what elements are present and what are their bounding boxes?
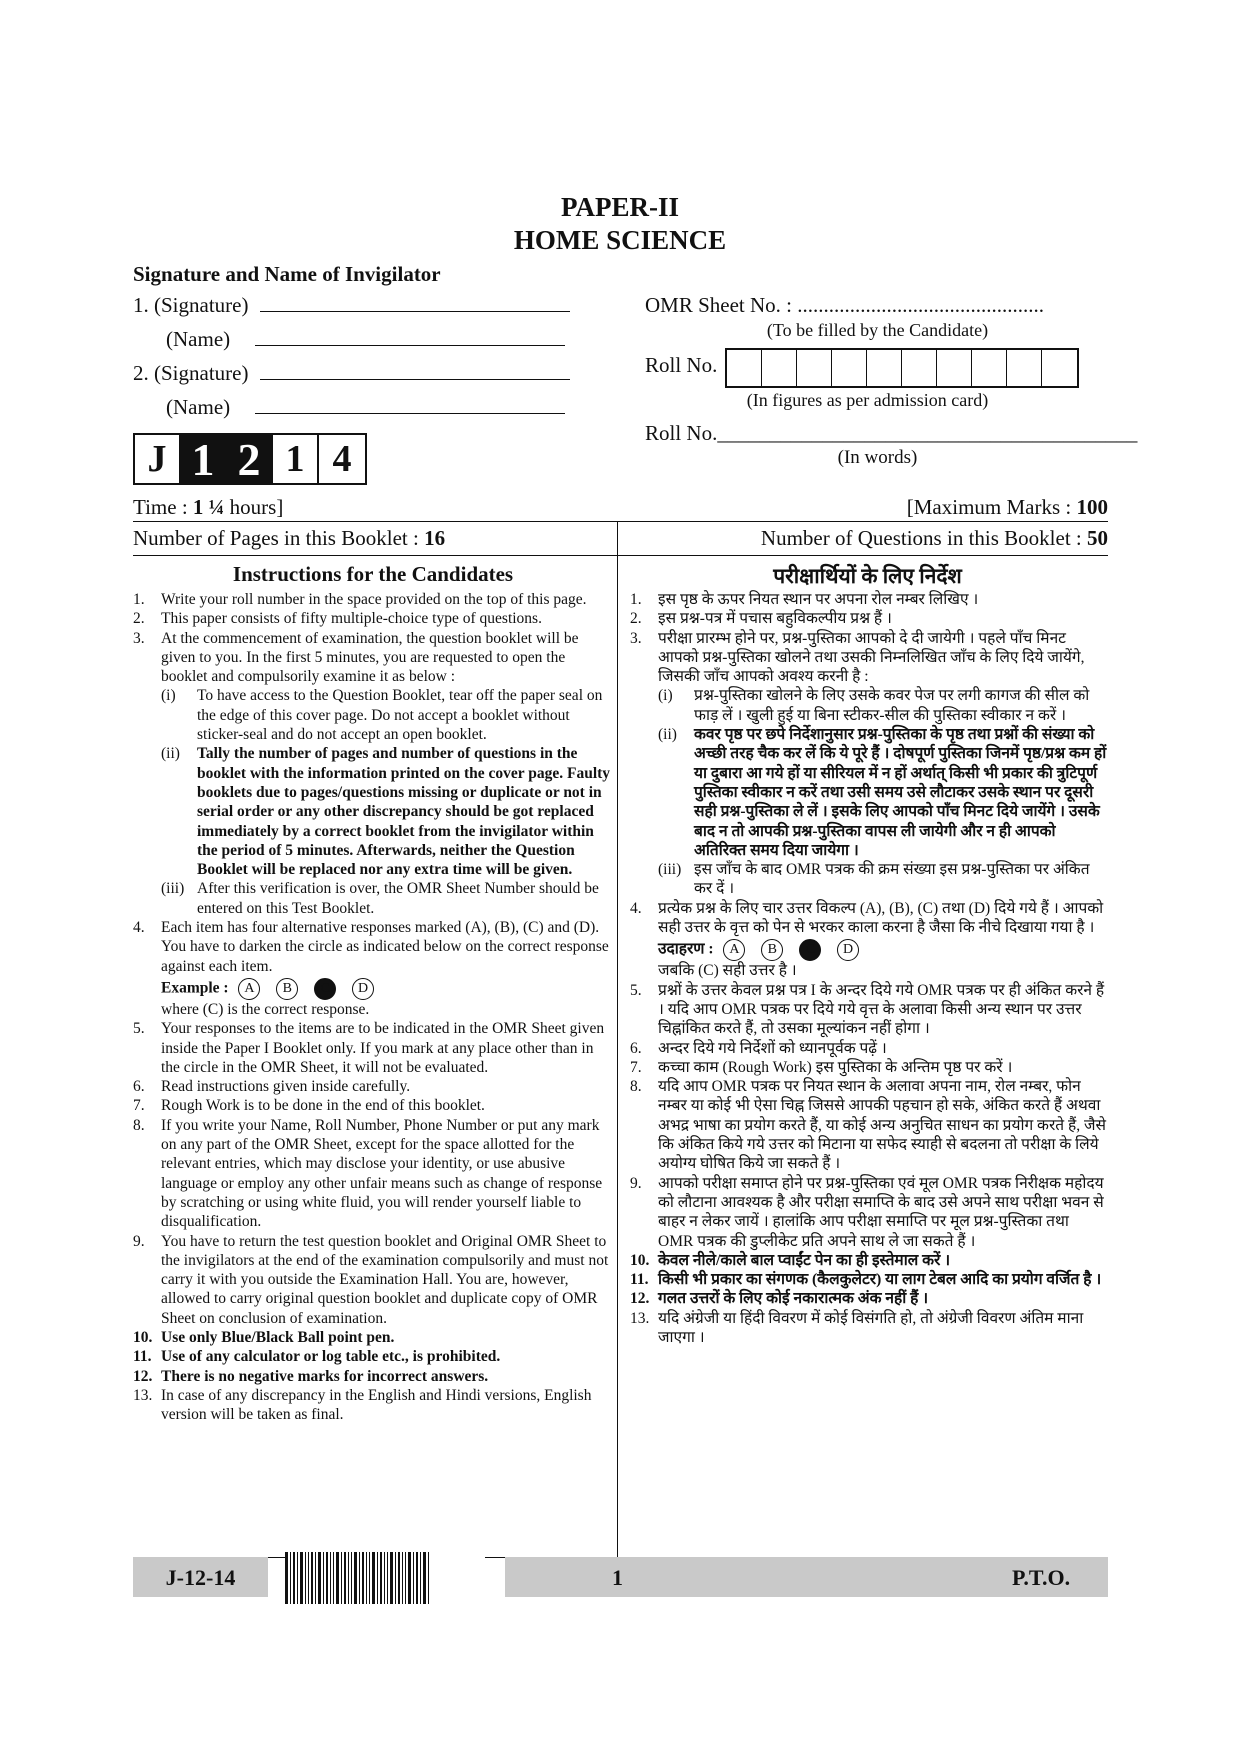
column-divider: [617, 522, 618, 1562]
example-note: जबकि (C) सही उत्तर है ।: [658, 962, 797, 980]
subject-title: HOME SCIENCE: [513, 225, 727, 255]
list-item: 12. There is no negative marks for incorrect answers.: [133, 1367, 489, 1385]
list-item: 9. आपको परीक्षा समाप्त होने पर प्रश्न-पुस्तिका एवं मूल OMR पत्रक निरीक्षक महोदय को लौटाना आवश्यक है और परीक्षा समाप्ति के बाद उसे अपने साथ परीक्षा भवन से बाहर न लेकर जायें । हालांकि आप परीक्षा समाप्ति पर मूल प्रश्न-पुस्तिका तथा OMR पत्रक की डुप्लीकेट प्रति अपने साथ ले जा सकते हैं ।: [630, 1174, 1104, 1250]
roll-digit-box[interactable]: [727, 350, 762, 386]
code-cell: 1: [181, 435, 227, 483]
option-circle: D: [352, 978, 374, 1000]
list-item: 13. यदि अंग्रेजी या हिंदी विवरण में कोई विसंगति हो, तो अंग्रेजी विवरण अंतिम माना जाएगा ।: [630, 1309, 1084, 1346]
list-item: 4. Each item has four alternative responses marked (A), (B), (C) and (D). You have to darken the circle as indicated below on the correct response against each item. Example : A B C D where (C) is the correct response.: [133, 918, 611, 1019]
roll-digit-box[interactable]: [1042, 350, 1077, 386]
paper-number: PAPER-II: [561, 192, 679, 222]
list-item: 7. कच्चा काम (Rough Work) इस पुस्तिका के अन्तिम पृष्ठ पर करें ।: [630, 1058, 1013, 1076]
option-circle-filled: C: [314, 978, 336, 1000]
page-count: Number of Pages in this Booklet : 16: [133, 526, 446, 550]
example-row: उदाहरण : A B C D: [658, 939, 1108, 961]
english-heading: Instructions for the Candidates: [232, 562, 514, 586]
list-item: 8. If you write your Name, Roll Number, Phone Number or put any mark on any part of the OMR Sheet, except for the space allotted for the relevant entries, which may disclose your identity, or use abusive language or employ any other unfair means such as change of response by scratching or using white fluid, you will render yourself liable to disqualification.: [133, 1116, 603, 1231]
sub-item: (iii) After this verification is over, the OMR Sheet Number should be entered on this Test Booklet.: [161, 880, 599, 917]
list-item: 10. Use only Blue/Black Ball point pen.: [133, 1328, 395, 1346]
page-number: 1: [612, 1565, 623, 1590]
option-circle: B: [276, 978, 298, 1000]
footer-code: J-12-14: [165, 1565, 236, 1590]
list-item: 2. इस प्रश्न-पत्र में पचास बहुविकल्पीय प्रश्न हैं ।: [630, 610, 892, 628]
invigilator-1-name: [166, 327, 565, 352]
roll-digit-box[interactable]: [762, 350, 797, 386]
pto-label: P.T.O.: [1012, 1565, 1071, 1590]
invigilator-2-signature: [133, 361, 570, 386]
list-item: 11. Use of any calculator or log table etc., is prohibited.: [133, 1348, 501, 1366]
list-item: 5. Your responses to the items are to be indicated in the OMR Sheet given inside the Paper I Booklet only. If you mark at any place other than in the circle in the OMR Sheet, it will not be evaluated.: [133, 1020, 605, 1076]
code-cell: 4: [332, 438, 352, 480]
time-info: Time : 1 ¼ hours]: [133, 495, 284, 519]
name-blank: [255, 395, 565, 414]
code-cell: 2: [227, 435, 273, 483]
roll-digit-box[interactable]: [1007, 350, 1042, 386]
roll-label: Roll No.: [645, 353, 718, 377]
list-item: 4. प्रत्येक प्रश्न के लिए चार उत्तर विकल्प (A), (B), (C) तथा (D) दिये गये हैं । आपको सही उत्तर के वृत्त को पेन से भरकर काला करना है जैसा कि नीचे दिखाया गया है । उदाहरण : A B C D जबकि (C) सही उत्तर है ।: [630, 899, 1108, 981]
list-item: 7. Rough Work is to be done in the end of this booklet.: [133, 1097, 485, 1115]
paper-code-box: [133, 433, 367, 485]
example-row: Example : A B C D: [161, 978, 611, 1000]
roll-digit-box[interactable]: [867, 350, 902, 386]
list-item: 6. अन्दर दिये गये निर्देशों को ध्यानपूर्वक पढ़ें ।: [630, 1039, 887, 1057]
question-count: Number of Questions in this Booklet : 50: [760, 526, 1108, 550]
invigilator-2-name: [166, 395, 565, 420]
name-blank: [255, 327, 565, 346]
list-item: 6. Read instructions given inside carefully.: [133, 1078, 411, 1096]
option-circle: D: [837, 939, 859, 961]
roll-figures-note: (In figures as per admission card): [746, 390, 989, 410]
code-cell: 1: [273, 435, 319, 483]
signature-blank: [260, 361, 570, 380]
example-note: where (C) is the correct response.: [161, 1000, 370, 1018]
roll-digit-box[interactable]: [832, 350, 867, 386]
list-item: 12. गलत उत्तरों के लिए कोई नकारात्मक अंक नहीं हैं ।: [630, 1290, 929, 1308]
sub-item: (ii) कवर पृष्ठ पर छपे निर्देशानुसार प्रश्न-पुस्तिका के पृष्ठ तथा प्रश्नों की संख्या को अच्छी तरह चैक कर लें कि ये पूरे हैं । दोषपूर्ण पुस्तिका जिनमें पृष्ठ/प्रश्न कम हों या दुबारा आ गये हों या सीरियल में न हों अर्थात् किसी भी प्रकार की त्रुटिपूर्ण पुस्तिका स्वीकार न करें तथा उसी समय उसे लौटाकर उसके स्थान पर दूसरी सही प्रश्न-पुस्तिका ले लें । इसके लिए आपको पाँच मिनट दिये जायेंगे । उसके बाद न तो आपकी प्रश्न-पुस्तिका वापस ली जायेगी और न ही आपको अतिरिक्त समय दिया जायेगा ।: [658, 726, 1107, 859]
hindi-heading: परीक्षार्थियों के लिए निर्देश: [773, 564, 962, 588]
list-item: 10. केवल नीले/काले बाल प्वाईंट पेन का ही इस्तेमाल करें ।: [630, 1251, 951, 1269]
english-instructions: [133, 590, 611, 1424]
list-item: 1. इस पृष्ठ के ऊपर नियत स्थान पर अपना रोल नम्बर लिखिए ।: [630, 591, 979, 608]
roll-digit-box[interactable]: [902, 350, 937, 386]
invigilator-heading: Signature and Name of Invigilator: [133, 262, 441, 286]
list-item: 1. Write your roll number in the space provided on the top of this page.: [133, 591, 587, 608]
roll-words-note: (In words): [837, 447, 918, 468]
sub-item: (iii) इस जाँच के बाद OMR पत्रक की क्रम संख्या इस प्रश्न-पुस्तिका पर अंकित कर दें ।: [658, 861, 1090, 898]
list-item: 2. This paper consists of fifty multiple-choice type of questions.: [133, 610, 542, 628]
list-item: 8. यदि आप OMR पत्रक पर नियत स्थान के अलावा अपना नाम, रोल नम्बर, फोन नम्बर या कोई भी ऐसा चिह्न जिससे आपकी पहचान हो सके, अंकित करते हैं अथवा अभद्र भाषा का प्रयोग करते हैं, या कोई अन्य अनुचित साधन का प्रयोग करते हैं, जैसे कि अंकित किये गये उत्तर को मिटाना या सफेद स्याही से बदलना तो परीक्षा के लिये अयोग्य घोषित किये जा सकते हैं ।: [630, 1078, 1106, 1173]
list-item: 13. In case of any discrepancy in the English and Hindi versions, English version will be taken as final.: [133, 1386, 592, 1424]
list-item: 11. किसी भी प्रकार का संगणक (कैलकुलेटर) या लाग टेबल आदि का प्रयोग वर्जित है ।: [630, 1271, 1102, 1289]
option-circle: A: [723, 939, 745, 961]
sub-item: (i) To have access to the Question Booklet, tear off the paper seal on the edge of this cover page. Do not accept a booklet without sticker-seal and do not accept an open booklet.: [161, 687, 603, 744]
signature-label: 1. (Signature): [133, 293, 249, 317]
list-item: 3. At the commencement of examination, the question booklet will be given to you. In the first 5 minutes, you are requested to open the booklet and compulsorily examine it as below : (i) To have access to the Question Booklet, tear off the paper seal on the edge of this cover page. Do not accept a booklet without sticker-seal and do not accept an open booklet. (ii) Tally the number of pages and number of questions in the booklet with the information printed on the cover page. Faulty booklets due to pages/questions missing or duplicate or not in serial order or any other discrepancy should be got replaced immediately by a correct booklet from the invigilator within the period of 5 minutes. Afterwards, neither the Question Booklet will be replaced nor any extra time will be given. (iii) After this verification is over, the OMR Sheet Number should be entered on this Test Booklet.: [133, 629, 611, 917]
hindi-instructions: [630, 590, 1108, 1347]
roll-digit-box[interactable]: [797, 350, 832, 386]
roll-digit-box[interactable]: [972, 350, 1007, 386]
sub-item: (ii) Tally the number of pages and number of questions in the booklet with the information printed on the cover page. Faulty booklets due to pages/questions missing or duplicate or not in serial order or any other discrepancy should be got replaced immediately by a correct booklet from the invigilator within the period of 5 minutes. Afterwards, neither the Question Booklet will be replaced nor any extra time will be given.: [161, 745, 611, 879]
divider: [133, 555, 1108, 556]
omr-sheet-field[interactable]: OMR Sheet No. : ...............................................: [645, 293, 1044, 317]
list-item: 9. You have to return the test question booklet and Original OMR Sheet to the invigilators at the end of the examination compulsorily and must not carry it with you outside the Examination Hall. You are, however, allowed to carry original question booklet and duplicate copy of OMR Sheet on conclusion of examination.: [133, 1232, 609, 1327]
name-label: (Name): [166, 395, 231, 419]
name-label: (Name): [166, 327, 231, 351]
divider: [133, 521, 1108, 522]
signature-label: 2. (Signature): [133, 361, 249, 385]
roll-digit-box[interactable]: [937, 350, 972, 386]
list-item: 3. परीक्षा प्रारम्भ होने पर, प्रश्न-पुस्तिका आपको दे दी जायेगी । पहले पाँच मिनट आपको प्रश्न-पुस्तिका खोलने तथा उसकी निम्नलिखित जाँच के लिए दिये जायेंगे, जिसकी जाँच आपको अवश्य करनी है : (i) प्रश्न-पुस्तिका खोलने के लिए उसके कवर पेज पर लगी कागज की सील को फाड़ लें । खुली हुई या बिना स्टीकर-सील की पुस्तिका स्वीकार न करें । (ii) कवर पृष्ठ पर छपे निर्देशानुसार प्रश्न-पुस्तिका के पृष्ठ तथा प्रश्नों की संख्या को अच्छी तरह चैक कर लें कि ये पूरे हैं । दोषपूर्ण पुस्तिका जिनमें पृष्ठ/प्रश्न कम हों या दुबारा आ गये हों या सीरियल में न हों अर्थात् किसी भी प्रकार की त्रुटिपूर्ण पुस्तिका स्वीकार न करें तथा उसी समय उसे लौटाकर उसके स्थान पर दूसरी सही प्रश्न-पुस्तिका ले लें । इसके लिए आपको पाँच मिनट दिये जायेंगे । उसके बाद न तो आपकी प्रश्न-पुस्तिका वापस ली जायेगी और न ही आपको अतिरिक्त समय दिया जायेगा । (iii) इस जाँच के बाद OMR पत्रक की क्रम संख्या इस प्रश्न-पुस्तिका पर अंकित कर दें ।: [630, 629, 1107, 898]
list-item: 5. प्रश्नों के उत्तर केवल प्रश्न पत्र I के अन्दर दिये गये OMR पत्रक पर ही अंकित करने हैं । यदि आप OMR पत्रक पर दिये गये वृत्त के अलावा किसी अन्य स्थान पर उत्तर चिह्नांकित करते हैं, तो उसका मूल्यांकन नहीं होगा ।: [630, 981, 1105, 1038]
code-cell: J: [135, 435, 181, 483]
roll-number-grid[interactable]: [725, 348, 1079, 388]
roll-words-field[interactable]: Roll No.________________________________________: [645, 421, 1138, 445]
barcode: [285, 1552, 485, 1604]
option-circle: A: [238, 978, 260, 1000]
max-marks: [Maximum Marks : 100: [906, 495, 1108, 519]
omr-note: (To be filled by the Candidate): [766, 320, 989, 340]
signature-blank: [260, 293, 570, 312]
sub-item: (i) प्रश्न-पुस्तिका खोलने के लिए उसके कवर पेज पर लगी कागज की सील को फाड़ लें । खुली हुई या बिना स्टीकर-सील की पुस्तिका स्वीकार न करें ।: [658, 687, 1090, 724]
option-circle-filled: C: [799, 939, 821, 961]
invigilator-1-signature: [133, 293, 570, 318]
option-circle: B: [761, 939, 783, 961]
